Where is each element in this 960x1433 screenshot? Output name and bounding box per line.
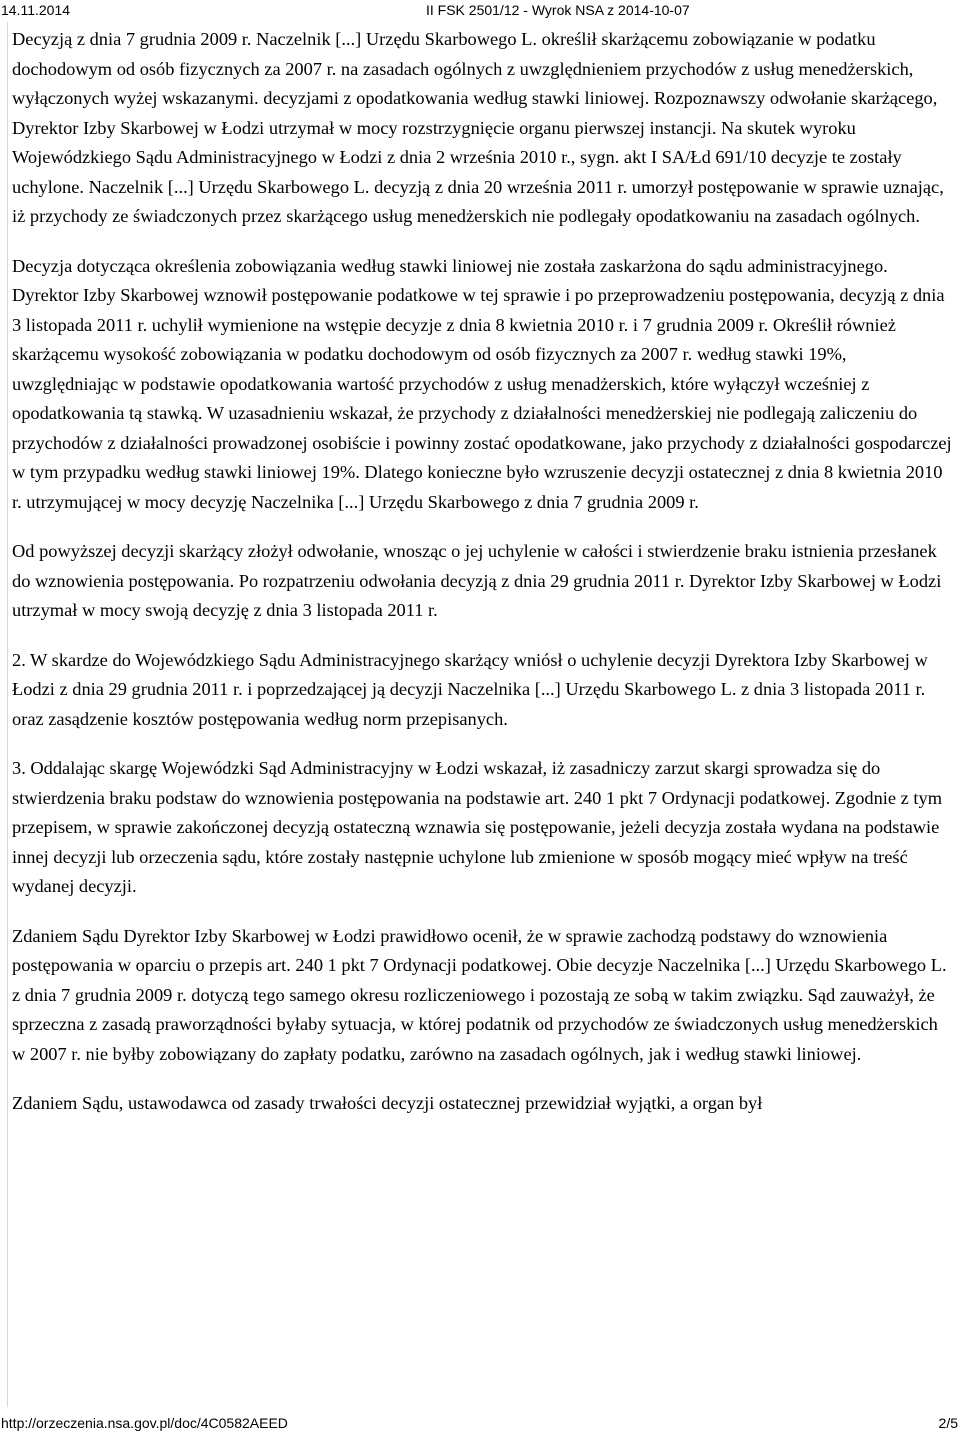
paragraph-6: Zdaniem Sądu Dyrektor Izby Skarbowej w Łodzi prawidłowo ocenił, że w sprawie zachodzą podstawy do wznowienia postępowania w oparciu o przepis art. 240 1 pkt 7 Ordynacji podatkowej. Obie decyzje Naczelnika [...] Urzędu Skarbowego L. z dnia 7 grudnia 2009 r. dotyczą tego samego okresu rozliczeniowego i pozostają ze sobą w takim związku. Sąd zauważył, że sprzeczna z zasadą praworządności byłaby sytuacja, w której podatnik od przychodów ze świadczonych usług menedżerskich w 2007 r. nie byłby zobowiązany do zapłaty podatku, zarówno na zasadach ogólnych, jak i według stawki liniowej. bbox=[12, 925, 947, 1064]
paragraph-3: Od powyższej decyzji skarżący złożył odwołanie, wnosząc o jej uchylenie w całości i stwierdzenie braku istnienia przesłanek do wznowienia postępowania. Po rozpatrzeniu odwołania decyzją z dnia 29 grudnia 2011 r. Dyrektor Izby Skarbowej w Łodzi utrzymał w mocy swoją decyzję z dnia 3 listopada 2011 r. bbox=[12, 541, 942, 620]
paragraph-2: Decyzja dotycząca określenia zobowiązania według stawki liniowej nie została zaskarżona do sądu administracyjnego. Dyrektor Izby Skarbowej wznowił postępowanie podatkowe w tej sprawie i po przeprowadzeniu postępowania, decyzją z dnia 3 listopada 2011 r. uchylił wymienione na wstępie decyzje z dnia 8 kwietnia 2010 r. i 7 grudnia 2009 r. Określił również skarżącemu wysokość zobowiązania w podatku dochodowym od osób fizycznych za 2007 r. według stawki 19%, uwzględniając w podstawie opodatkowania wartość przychodów z usług menadżerskich, które wyłączył wcześniej z opodatkowania tą stawką. W uzasadnieniu wskazał, że przychody z działalności menedżerskiej nie podlegają zaliczeniu do przychodów z działalności prowadzonej osobiście i powinny zostać opodatkowane, jako przychody z działalności gospodarczej w tym przypadku według stawki liniowej 19%. Dlatego konieczne było wzruszenie decyzji ostatecznej z dnia 8 kwietnia 2010 r. utrzymującej w mocy decyzję Naczelnika [...] Urzędu Skarbowego z dnia 7 grudnia 2009 r. bbox=[12, 255, 952, 512]
page-number: 2/5 bbox=[938, 1415, 958, 1431]
header-title: II FSK 2501/12 - Wyrok NSA z 2014-10-07 bbox=[426, 2, 690, 18]
page-footer bbox=[0, 1413, 960, 1433]
page-header bbox=[0, 0, 960, 22]
header-date: 14.11.2014 bbox=[1, 2, 71, 18]
paragraph-4: 2. W skardze do Wojewódzkiego Sądu Administracyjnego skarżący wniósł o uchylenie decyzji Dyrektora Izby Skarbowej w Łodzi z dnia 29 grudnia 2011 r. i poprzedzającej ją decyzji Naczelnika [...] Urzędu Skarbowego L. z dnia 3 listopada 2011 r. oraz zasądzenie kosztów postępowania według norm przepisanych. bbox=[12, 649, 928, 729]
footer-url[interactable]: http://orzeczenia.nsa.gov.pl/doc/4C0582AEED bbox=[1, 1415, 288, 1431]
document-body bbox=[12, 25, 952, 1139]
paragraph-5: 3. Oddalając skargę Wojewódzki Sąd Administracyjny w Łodzi wskazał, iż zasadniczy zarzut skargi sprowadza się do stwierdzenia braku podstaw do wznowienia postępowania na podstawie art. 240 1 pkt 7 Ordynacji podatkowej. Zgodnie z tym przepisem, w sprawie zakończonej decyzją ostateczną wznawia się postępowanie, jeżeli decyzja została wydana na podstawie innej decyzji lub orzeczenia sądu, które zostały następnie uchylone lub zmienione w sposób mogący mieć wpływ na treść wydanej decyzji. bbox=[12, 758, 943, 896]
margin-rule bbox=[7, 22, 8, 1407]
paragraph-7: Zdaniem Sądu, ustawodawca od zasady trwałości decyzji ostatecznej przewidział wyjątki, a organ był bbox=[12, 1093, 763, 1113]
paragraph-1: Decyzją z dnia 7 grudnia 2009 r. Naczelnik [...] Urzędu Skarbowego L. określił skarżącemu zobowiązanie w podatku dochodowym od osób fizycznych za 2007 r. na zasadach ogólnych z uwzględnieniem przychodów z usług menedżerskich, wyłączonych wyżej wskazanymi. decyzjami z opodatkowania według stawki liniowej. Rozpoznawszy odwołanie skarżącego, Dyrektor Izby Skarbowej w Łodzi utrzymał w mocy rozstrzygnięcie organu pierwszej instancji. Na skutek wyroku Wojewódzkiego Sądu Administracyjnego w Łodzi z dnia 2 września 2010 r., sygn. akt I SA/Łd 691/10 decyzje te zostały uchylone. Naczelnik [...] Urzędu Skarbowego L. decyzją z dnia 20 września 2011 r. umorzył postępowanie w sprawie uznając, iż przychody ze świadczonych przez skarżącego usług menedżerskich nie podlegały opodatkowaniu na zasadach ogólnych. bbox=[12, 29, 944, 226]
